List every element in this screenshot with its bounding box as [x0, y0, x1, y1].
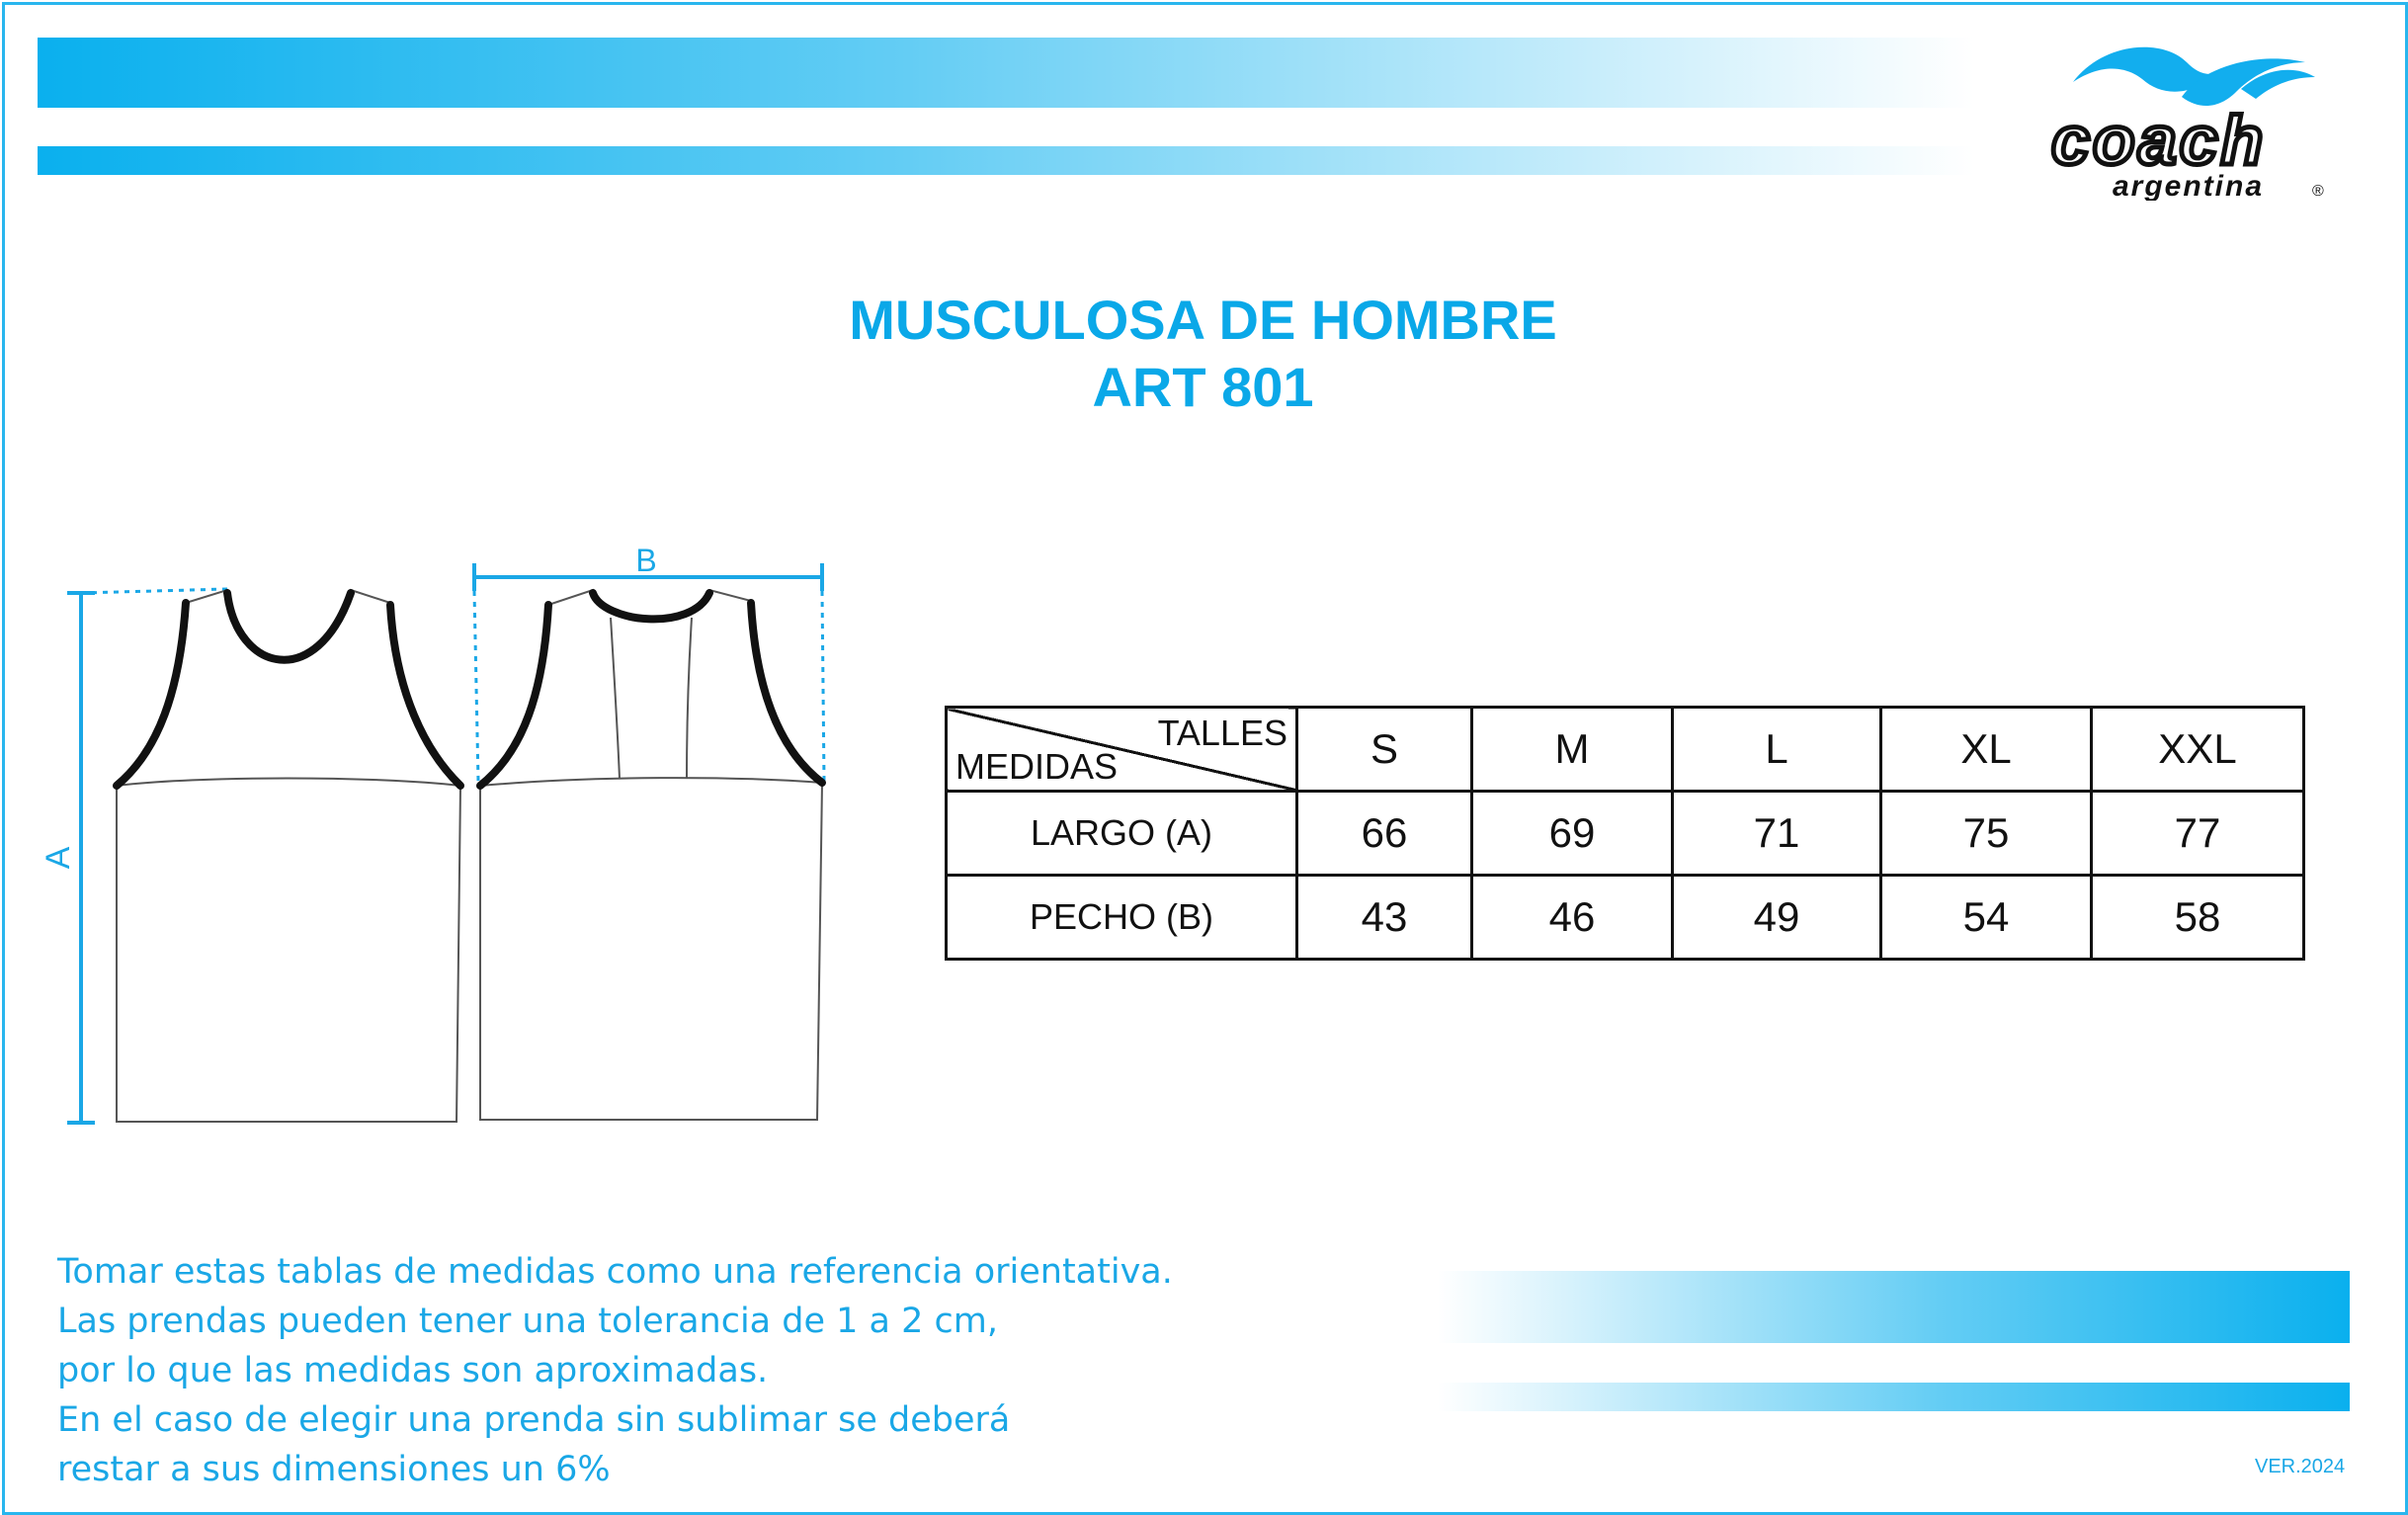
title-article: ART 801	[1092, 356, 1314, 418]
size-chart-table	[945, 706, 2305, 961]
table-cell: 54	[1881, 876, 2092, 960]
table-cell: 49	[1673, 876, 1881, 960]
footer-gradient-strip	[1438, 1383, 2350, 1411]
dimension-b	[474, 563, 824, 781]
header-gradient-strip	[38, 146, 1974, 175]
note-line: Las prendas pueden tener una tolerancia de 1 a 2 cm,	[57, 1302, 998, 1341]
note-line: por lo que las medidas son aproximadas.	[57, 1351, 769, 1390]
tank-top-front-icon	[117, 590, 460, 1122]
header-sizes-label: TALLES	[1157, 713, 1287, 753]
table-cell: 69	[1472, 792, 1673, 876]
size-header-s: S	[1297, 708, 1472, 792]
row-label-largo: LARGO (A)	[947, 792, 1297, 876]
row-label-pecho: PECHO (B)	[947, 876, 1297, 960]
note-line: restar a sus dimensiones un 6%	[57, 1450, 611, 1489]
table-row	[947, 876, 2304, 960]
tank-top-back-trim	[480, 593, 822, 786]
coach-argentina-logo	[2034, 18, 2360, 201]
title-product: MUSCULOSA DE HOMBRE	[849, 289, 1557, 351]
measurement-diagram	[0, 534, 889, 1146]
size-header-m: M	[1472, 708, 1673, 792]
table-corner-cell	[947, 708, 1297, 792]
table-cell: 71	[1673, 792, 1881, 876]
logo-wordmark: coach	[2051, 102, 2267, 179]
size-header-xxl: XXL	[2092, 708, 2304, 792]
table-header-row	[947, 708, 2304, 792]
tank-top-front-trim	[117, 593, 460, 786]
dimension-b-label: B	[635, 543, 657, 578]
table-cell: 75	[1881, 792, 2092, 876]
wave-swoosh-icon	[2073, 47, 2315, 106]
table-row	[947, 792, 2304, 876]
logo-subtitle: argentina	[2113, 170, 2265, 201]
logo-registered-mark: ®	[2312, 183, 2324, 200]
dimension-a-label: A	[40, 846, 77, 870]
table-cell: 66	[1297, 792, 1472, 876]
tank-top-back-icon	[480, 590, 822, 1120]
dimension-a	[67, 589, 227, 1123]
version-label: VER.2024	[2255, 1456, 2346, 1477]
note-line: En el caso de elegir una prenda sin sublimar se deberá	[57, 1400, 1011, 1440]
size-header-l: L	[1673, 708, 1881, 792]
size-header-xl: XL	[1881, 708, 2092, 792]
page-title	[692, 287, 1714, 421]
note-line: Tomar estas tablas de medidas como una referencia orientativa.	[57, 1252, 1173, 1292]
table-cell: 77	[2092, 792, 2304, 876]
table-cell: 58	[2092, 876, 2304, 960]
header-measures-label: MEDIDAS	[955, 746, 1119, 787]
footer-gradient-band	[1438, 1271, 2350, 1343]
header-gradient-band	[38, 38, 1974, 108]
table-cell: 43	[1297, 876, 1472, 960]
disclaimer-note	[57, 1247, 1391, 1494]
table-cell: 46	[1472, 876, 1673, 960]
